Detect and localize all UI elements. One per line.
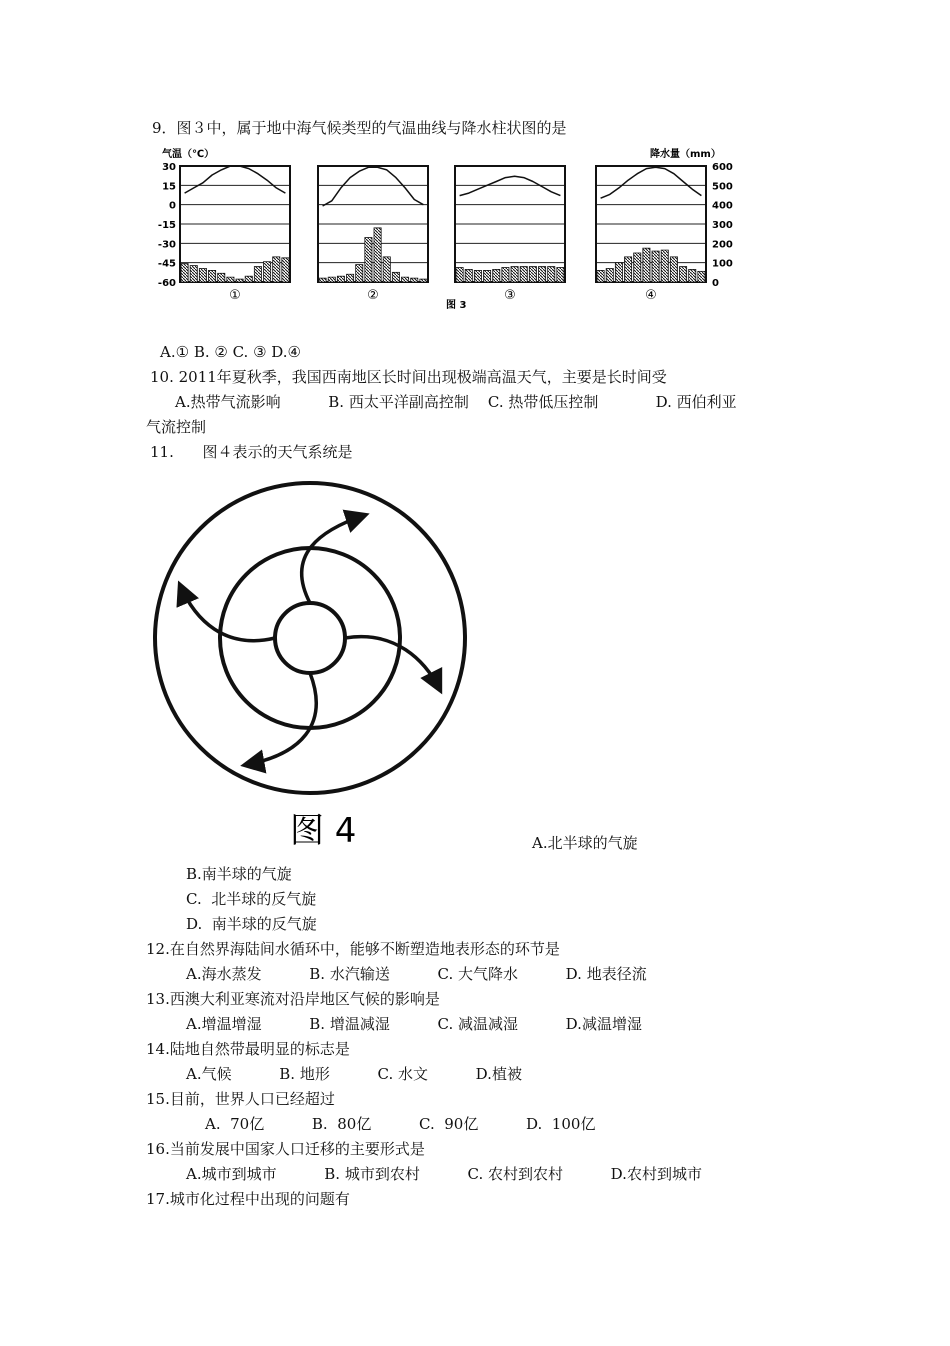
q17-stem: 17.城市化过程中出现的问题有 [146, 1190, 350, 1208]
climate-charts-svg [150, 146, 770, 316]
temp-tick-label: -45 [157, 258, 176, 270]
figure-4-caption: 图 4 [290, 811, 357, 851]
precip-bar [539, 267, 546, 282]
precip-bar [282, 258, 289, 282]
q10-options-line1: A.热带气流影响 B. 西太平洋副高控制 C. 热带低压控制 D. 西伯利亚 [175, 393, 737, 411]
precip-bar [465, 269, 472, 282]
precip-bar [634, 253, 641, 282]
panel-label: ① [229, 288, 241, 303]
q16-stem: 16.当前发展中国家人口迁移的主要形式是 [146, 1140, 425, 1158]
precip-bar [374, 228, 381, 282]
panel-label: ③ [504, 288, 516, 303]
figure-3-caption: 图 3 [446, 300, 467, 311]
precip-bar [383, 257, 390, 282]
precip-bar [319, 278, 326, 282]
temp-axis-ticks [158, 162, 176, 289]
precip-bar [493, 269, 500, 282]
precip-tick-label: 400 [712, 200, 733, 212]
temperature-curve [601, 167, 702, 198]
precip-bar [209, 270, 216, 282]
temp-tick-label: -60 [157, 278, 176, 289]
q10-stem: 10. 2011年夏秋季，我国西南地区长时间出现极端高温天气，主要是长时间受 [150, 368, 667, 386]
precip-bar [199, 268, 206, 282]
precip-bar [356, 265, 363, 282]
precip-bar [190, 266, 197, 282]
precip-bar [474, 270, 481, 282]
precip-bar [245, 276, 252, 282]
precip-bar [529, 267, 536, 282]
temp-tick-label: 15 [162, 181, 176, 193]
precip-bar [511, 267, 518, 282]
cyclone-diagram [150, 480, 480, 860]
precip-tick-label: 0 [712, 278, 719, 289]
precip-bar [606, 268, 613, 282]
precip-bar [420, 279, 427, 282]
temperature-curve [460, 176, 561, 195]
airflow-arrow [345, 637, 440, 690]
precip-tick-label: 600 [712, 162, 733, 173]
precip-bar [264, 262, 271, 282]
q11-option-d: D. 南半球的反气旋 [186, 915, 317, 933]
q10-options-line2: 气流控制 [146, 418, 207, 436]
climate-panel [180, 166, 290, 282]
temp-tick-label: 0 [169, 200, 176, 212]
precip-bar [254, 267, 261, 282]
q14-options: A.气候 B. 地形 C. 水文 D.植被 [186, 1065, 522, 1083]
climate-panel [596, 166, 706, 282]
q13-stem: 13.西澳大利亚寒流对沿岸地区气候的影响是 [146, 990, 440, 1008]
temp-tick-label: 30 [162, 162, 176, 173]
panel-label: ④ [645, 288, 657, 303]
precip-axis-ticks [712, 162, 733, 289]
climate-panel [318, 166, 428, 282]
precip-bar [181, 264, 188, 282]
precip-axis-title: 降水量（mm） [650, 149, 721, 160]
q11-option-b: B.南半球的气旋 [186, 865, 292, 883]
q12-stem: 12.在自然界海陆间水循环中，能够不断塑造地表形态的环节是 [146, 940, 560, 958]
precip-bar [689, 269, 696, 282]
q15-stem: 15.目前，世界人口已经超过 [146, 1090, 335, 1108]
precip-bar [411, 278, 418, 282]
precip-bar [643, 248, 650, 282]
precip-bar [392, 272, 399, 282]
q13-options: A.增温增湿 B. 增温减湿 C. 减温减湿 D.减温增湿 [186, 1015, 642, 1033]
precip-bar [347, 274, 354, 282]
precip-bar [548, 267, 555, 282]
precip-bar [670, 257, 677, 282]
precip-tick-label: 200 [712, 239, 733, 251]
temp-tick-label: -15 [157, 220, 176, 231]
precip-tick-label: 100 [712, 258, 733, 270]
precip-bar [456, 268, 463, 283]
q12-options: A.海水蒸发 B. 水汽输送 C. 大气降水 D. 地表径流 [186, 965, 647, 983]
q15-options: A. 70亿 B. 80亿 C. 90亿 D. 100亿 [205, 1115, 596, 1133]
precip-bar [328, 277, 335, 282]
cyclone-figure [150, 480, 480, 860]
climate-panel [455, 166, 565, 282]
panel-label: ② [367, 288, 379, 303]
precip-bar [484, 270, 491, 282]
temp-tick-label: -30 [157, 239, 176, 251]
q14-stem: 14.陆地自然带最明显的标志是 [146, 1040, 350, 1058]
temperature-curve [323, 167, 424, 206]
precip-bar [615, 263, 622, 282]
precip-bar [557, 268, 564, 283]
q11-option-a: A.北半球的气旋 [532, 834, 638, 852]
precip-bar [337, 276, 344, 282]
precip-bar [402, 277, 409, 282]
q11-stem: 11. 图４表示的天气系统是 [150, 443, 353, 461]
precip-tick-label: 300 [712, 220, 733, 231]
precip-bar [218, 273, 225, 282]
precip-bar [661, 250, 668, 282]
precip-bar [520, 267, 527, 282]
temp-axis-title: 气温（℃） [162, 149, 215, 160]
precip-bar [227, 277, 234, 282]
climate-panels [180, 166, 706, 282]
climate-panel-labels [229, 288, 657, 303]
airflow-arrow [245, 673, 316, 765]
airflow-arrow [180, 585, 275, 641]
precip-bar [698, 271, 705, 282]
precip-bar [597, 270, 604, 282]
precip-bar [273, 257, 280, 282]
temperature-curve [185, 166, 286, 193]
outer-isobar [155, 483, 465, 793]
precip-bar [502, 268, 509, 283]
precip-bar [365, 238, 372, 282]
precip-bar [625, 257, 632, 282]
inner-isobar [275, 603, 345, 673]
q9-stem: 9．图３中，属于地中海气候类型的气温曲线与降水柱状图的是 [152, 119, 567, 137]
precip-bar [236, 279, 243, 282]
precip-tick-label: 500 [712, 181, 733, 193]
q16-options: A.城市到城市 B. 城市到农村 C. 农村到农村 D.农村到城市 [186, 1165, 702, 1183]
q11-option-c: C. 北半球的反气旋 [186, 890, 317, 908]
q9-options: A.① B. ② C. ③ D.④ [160, 343, 301, 361]
precip-bar [680, 267, 687, 282]
precip-bar [652, 251, 659, 282]
climate-charts-figure [150, 146, 770, 316]
